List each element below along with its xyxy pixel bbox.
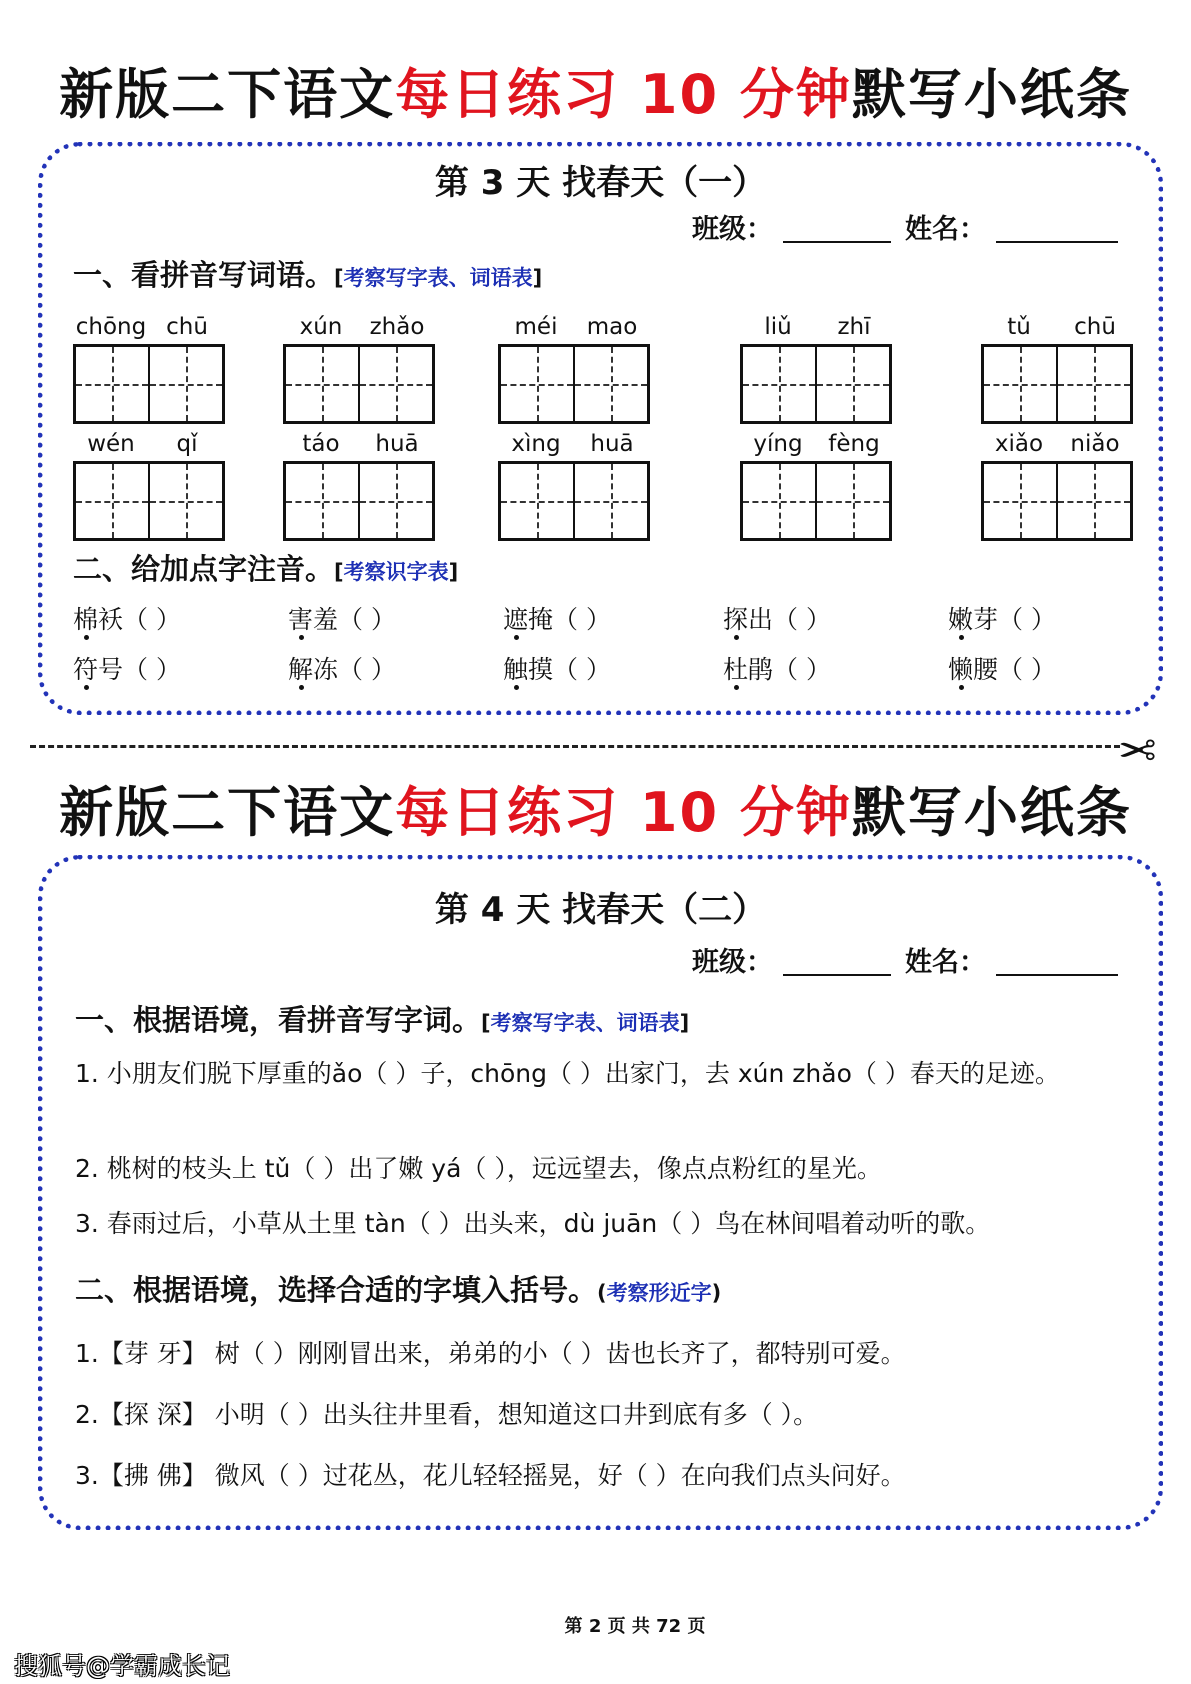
section-heading: 二、给加点字注音。[考察识字表] bbox=[73, 552, 459, 586]
sheet-1 bbox=[38, 142, 1163, 715]
section-heading: 一、根据语境，看拼音写字词。[考察写字表、词语表] bbox=[75, 1003, 690, 1037]
grid-cell[interactable] bbox=[984, 464, 1056, 538]
writing-grid[interactable] bbox=[73, 461, 225, 541]
class-name-fields: 班级： 姓名： bbox=[692, 207, 1118, 246]
section-heading: 二、根据语境，选择合适的字填入括号。(考察形近字) bbox=[75, 1273, 722, 1307]
writing-grid[interactable] bbox=[740, 344, 892, 424]
pinyin-label: táo huā bbox=[302, 431, 419, 457]
answer-paren[interactable]: （ ） bbox=[998, 655, 1056, 684]
grid-cell[interactable] bbox=[358, 347, 432, 421]
grid-cell[interactable] bbox=[815, 464, 889, 538]
cut-line bbox=[30, 745, 1120, 748]
pinyin-label: yíng fèng bbox=[753, 431, 880, 457]
name-blank[interactable] bbox=[996, 219, 1118, 243]
answer-paren[interactable]: （ ） bbox=[338, 655, 396, 684]
answer-paren[interactable]: （ ） bbox=[553, 655, 611, 684]
word-item: 懒腰（ ） bbox=[948, 655, 1056, 684]
pinyin-label: méi mao bbox=[514, 314, 638, 340]
grid-cell[interactable] bbox=[501, 347, 573, 421]
sheet-2 bbox=[38, 855, 1163, 1530]
answer-paren[interactable]: （ ） bbox=[123, 655, 181, 684]
word-item: 杜鹃（ ） bbox=[723, 655, 831, 684]
grid-cell[interactable] bbox=[1056, 464, 1130, 538]
grid-cell[interactable] bbox=[743, 464, 815, 538]
grid-cell[interactable] bbox=[815, 347, 889, 421]
sentence: 2. 桃树的枝头上 tǔ（ ）出了嫩 yá（ ），远远望去，像点点粉红的星光。 bbox=[75, 1154, 882, 1183]
scissors-icon: ✂ bbox=[1118, 722, 1157, 776]
pinyin-label: liǔ zhī bbox=[764, 314, 871, 340]
word-item: 害羞（ ） bbox=[288, 605, 396, 634]
class-name-fields: 班级： 姓名： bbox=[692, 940, 1118, 979]
grid-cell[interactable] bbox=[573, 347, 647, 421]
name-blank[interactable] bbox=[996, 952, 1118, 976]
choice-item: 1.【芽 牙】 树（ ）刚刚冒出来，弟弟的小（ ）齿也长齐了，都特别可爱。 bbox=[75, 1339, 906, 1368]
grid-cell[interactable] bbox=[501, 464, 573, 538]
writing-grid[interactable] bbox=[740, 461, 892, 541]
writing-grid[interactable] bbox=[283, 461, 435, 541]
sentence: 3. 春雨过后，小草从土里 tàn（ ）出头来，dù juān（ ）鸟在林间唱着动听的歌。 bbox=[75, 1209, 991, 1238]
choice-item: 2.【探 深】 小明（ ）出头往井里看，想知道这口井到底有多（ ）。 bbox=[75, 1400, 819, 1429]
watermark: 搜狐号@学霸成长记 bbox=[14, 1652, 230, 1680]
grid-cell[interactable] bbox=[743, 347, 815, 421]
grid-cell[interactable] bbox=[76, 464, 148, 538]
writing-grid[interactable] bbox=[283, 344, 435, 424]
pinyin-label: tǔ chū bbox=[1007, 314, 1116, 340]
grid-cell[interactable] bbox=[148, 464, 222, 538]
word-item: 遮掩（ ） bbox=[503, 605, 611, 634]
class-blank[interactable] bbox=[783, 219, 891, 243]
answer-paren[interactable]: （ ） bbox=[773, 605, 831, 634]
choice-item: 3.【拂 佛】 微风（ ）过花丛，花儿轻轻摇晃，好（ ）在向我们点头问好。 bbox=[75, 1461, 906, 1490]
pinyin-label: xún zhǎo bbox=[299, 314, 425, 340]
day-title: 第 3 天 找春天（一） bbox=[434, 163, 767, 203]
grid-cell[interactable] bbox=[148, 347, 222, 421]
answer-paren[interactable]: （ ） bbox=[553, 605, 611, 634]
word-item: 嫩芽（ ） bbox=[948, 605, 1056, 634]
pinyin-label: wén qǐ bbox=[87, 431, 198, 457]
sentence: 1. 小朋友们脱下厚重的ǎo（ ）子，chōng（ ）出家门，去 xún zhǎo（ ）春天的足迹。 bbox=[75, 1059, 1060, 1088]
writing-grid[interactable] bbox=[498, 461, 650, 541]
word-item: 棉袄（ ） bbox=[73, 605, 181, 634]
word-item: 符号（ ） bbox=[73, 655, 181, 684]
page-number: 第 2 页 共 72 页 bbox=[564, 1616, 706, 1637]
answer-paren[interactable]: （ ） bbox=[773, 655, 831, 684]
word-item: 解冻（ ） bbox=[288, 655, 396, 684]
writing-grid[interactable] bbox=[73, 344, 225, 424]
writing-grid[interactable] bbox=[981, 461, 1133, 541]
title-2: 新版二下语文每日练习 10 分钟默写小纸条 bbox=[59, 781, 1132, 844]
day-title: 第 4 天 找春天（二） bbox=[434, 890, 767, 930]
pinyin-label: xiǎo niǎo bbox=[994, 431, 1120, 457]
grid-cell[interactable] bbox=[286, 464, 358, 538]
class-blank[interactable] bbox=[783, 952, 891, 976]
grid-cell[interactable] bbox=[286, 347, 358, 421]
writing-grid[interactable] bbox=[981, 344, 1133, 424]
grid-cell[interactable] bbox=[984, 347, 1056, 421]
title-1: 新版二下语文每日练习 10 分钟默写小纸条 bbox=[59, 63, 1132, 126]
grid-cell[interactable] bbox=[1056, 347, 1130, 421]
pinyin-label: chōng chū bbox=[75, 314, 208, 340]
answer-paren[interactable]: （ ） bbox=[338, 605, 396, 634]
word-item: 触摸（ ） bbox=[503, 655, 611, 684]
section-heading: 一、看拼音写词语。[考察写字表、词语表] bbox=[73, 258, 543, 292]
answer-paren[interactable]: （ ） bbox=[123, 605, 181, 634]
answer-paren[interactable]: （ ） bbox=[998, 605, 1056, 634]
grid-cell[interactable] bbox=[76, 347, 148, 421]
grid-cell[interactable] bbox=[573, 464, 647, 538]
grid-cell[interactable] bbox=[358, 464, 432, 538]
writing-grid[interactable] bbox=[498, 344, 650, 424]
pinyin-label: xìng huā bbox=[511, 431, 634, 457]
word-item: 探出（ ） bbox=[723, 605, 831, 634]
